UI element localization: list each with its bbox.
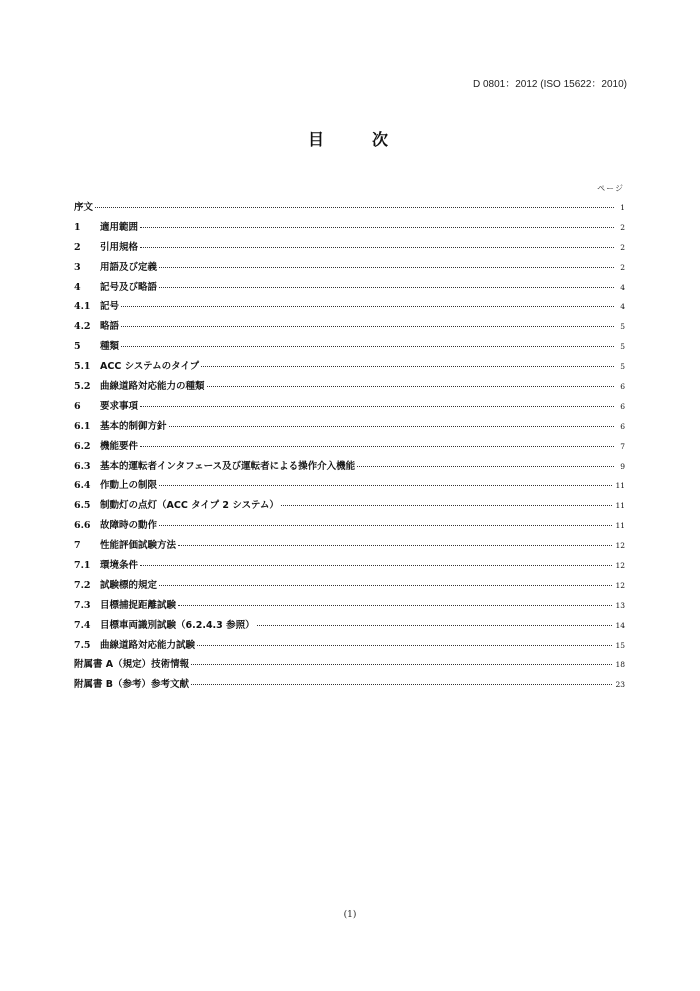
toc-entry-label: 試験標的規定 (100, 579, 158, 591)
toc-entry-number: 2 (74, 241, 81, 253)
toc-entry-page: 13 (615, 600, 625, 610)
toc-entry-page: 15 (615, 640, 625, 650)
toc-entry-page: 14 (615, 620, 625, 630)
toc-entry-page: 2 (620, 222, 625, 232)
dot-leader (207, 386, 614, 387)
toc-entry-label: 附属書 A（規定）技術情報 (74, 659, 190, 671)
toc-entry-label: 曲線道路対応能力の種類 (100, 381, 205, 393)
toc-entry-number: 5 (74, 341, 81, 353)
toc-entry-label: 記号及び略語 (100, 281, 158, 293)
toc-entry-number: 6 (74, 400, 81, 412)
dot-leader (191, 684, 612, 685)
toc-entry[interactable] (74, 259, 625, 279)
dot-leader (178, 545, 612, 546)
dot-leader (159, 585, 612, 586)
toc-entry[interactable] (74, 597, 625, 617)
dot-leader (257, 625, 613, 626)
toc-entry[interactable] (74, 557, 625, 577)
toc-entry-page: 11 (615, 501, 625, 511)
dot-leader (121, 346, 614, 347)
toc-entry-label: 制動灯の点灯（ACC タイプ 2 システム） (100, 500, 279, 512)
toc-entry-page: 1 (620, 203, 625, 212)
toc-entry-page: 11 (615, 521, 625, 531)
toc-entry-number: 4.2 (74, 321, 91, 333)
toc-entry-number: 6.6 (74, 520, 91, 532)
dot-leader (140, 406, 614, 407)
toc-entry[interactable] (74, 477, 625, 497)
dot-leader (159, 287, 614, 288)
dot-leader (201, 366, 614, 367)
toc-entry-page: 12 (615, 561, 625, 571)
toc-entry-label: 記号 (100, 301, 120, 313)
toc-entry-label: 性能評価試験方法 (100, 540, 177, 552)
toc-entry-page: 12 (615, 580, 625, 590)
toc-entry[interactable] (74, 358, 625, 378)
toc-entry[interactable] (74, 537, 625, 557)
dot-leader (191, 664, 612, 665)
toc-entry-page: 4 (620, 282, 625, 292)
toc-entry-page: 5 (620, 362, 625, 372)
toc-entry-page: 18 (615, 660, 625, 670)
toc-entry[interactable] (74, 239, 625, 259)
toc-entry-label: 略語 (100, 321, 120, 333)
dot-leader (95, 207, 614, 208)
toc-entry-label: ACC システムのタイプ (100, 361, 200, 373)
toc-entry-number: 5.1 (74, 361, 91, 373)
toc-entry-label: 故障時の動作 (100, 520, 158, 532)
toc-entry[interactable] (74, 418, 625, 438)
toc-entry-label: 曲線道路対応能力試験 (100, 639, 196, 651)
toc-entry-label: 基本的運転者インタフェース及び運転者による操作介入機能 (100, 460, 356, 472)
toc-entry-page: 6 (620, 382, 625, 392)
toc-entry-number: 3 (74, 261, 81, 273)
standard-number-header: D 0801：2012 (ISO 15622：2010) (473, 79, 627, 90)
toc-entry-label: 目標車両識別試験（6.2.4.3 参照） (100, 619, 255, 631)
dot-leader (140, 565, 612, 566)
toc-entry[interactable] (74, 199, 625, 219)
toc-entry-page: 7 (620, 441, 625, 451)
toc-entry-number: 7 (74, 540, 81, 552)
toc-entry-number: 5.2 (74, 381, 91, 393)
toc-entry-page: 12 (615, 541, 625, 551)
toc-entry-page: 5 (620, 322, 625, 332)
toc-entry-label: 附属書 B（参考）参考文献 (74, 679, 190, 691)
dot-leader (140, 446, 614, 447)
toc-entry[interactable] (74, 617, 625, 637)
toc-entry[interactable] (74, 458, 625, 478)
toc-entry-label: 用語及び定義 (100, 261, 158, 273)
toc-entry-page: 2 (620, 242, 625, 252)
dot-leader (197, 645, 612, 646)
toc-entry-number: 4 (74, 281, 81, 293)
toc-entry-number: 7.2 (74, 579, 91, 591)
toc-entry-page: 11 (615, 481, 625, 491)
toc-entry[interactable] (74, 318, 625, 338)
dot-leader (140, 227, 614, 228)
toc-entry-number: 6.5 (74, 500, 91, 512)
toc-entry[interactable] (74, 279, 625, 299)
toc-entry[interactable] (74, 656, 625, 676)
toc-entry[interactable] (74, 378, 625, 398)
toc-entry-label: 序文 (74, 202, 94, 213)
toc-entry-number: 6.3 (74, 460, 91, 472)
dot-leader (121, 306, 614, 307)
toc-entry-page: 2 (620, 262, 625, 272)
dot-leader (281, 505, 613, 506)
page-column-label: ページ (597, 184, 624, 193)
toc-entry-label: 作動上の制限 (100, 480, 158, 492)
toc-entry[interactable] (74, 219, 625, 239)
toc-entry-label: 要求事項 (100, 400, 139, 412)
toc-entry-number: 6.2 (74, 440, 91, 452)
table-of-contents (74, 199, 625, 696)
toc-entry[interactable] (74, 438, 625, 458)
toc-entry[interactable] (74, 676, 625, 696)
toc-entry-label: 基本的制御方針 (100, 420, 167, 432)
dot-leader (140, 247, 614, 248)
toc-entry-number: 6.1 (74, 420, 91, 432)
toc-entry[interactable] (74, 637, 625, 657)
toc-entry-number: 7.4 (74, 619, 91, 631)
toc-entry-number: 7.3 (74, 599, 91, 611)
toc-entry[interactable] (74, 298, 625, 318)
toc-entry-number: 4.1 (74, 301, 91, 313)
dot-leader (159, 485, 612, 486)
dot-leader (178, 605, 612, 606)
toc-entry-number: 6.4 (74, 480, 91, 492)
dot-leader (159, 525, 612, 526)
toc-entry-label: 機能要件 (100, 440, 139, 452)
toc-entry[interactable] (74, 517, 625, 537)
page-title: 目 次 (307, 130, 404, 149)
toc-entry[interactable] (74, 338, 625, 358)
dot-leader (159, 267, 614, 268)
dot-leader (169, 426, 614, 427)
toc-entry-page: 9 (620, 461, 625, 471)
toc-entry-page: 5 (620, 342, 625, 352)
toc-entry-number: 1 (74, 221, 81, 233)
toc-entry[interactable] (74, 398, 625, 418)
toc-entry-label: 目標捕捉距離試験 (100, 599, 177, 611)
toc-entry-page: 23 (615, 680, 625, 690)
toc-entry-label: 種類 (100, 341, 120, 353)
toc-entry-page: 4 (620, 302, 625, 312)
toc-entry-label: 適用範囲 (100, 221, 139, 233)
toc-entry-number: 7.1 (74, 560, 91, 572)
dot-leader (121, 326, 614, 327)
toc-entry[interactable] (74, 577, 625, 597)
dot-leader (357, 466, 614, 467)
page-number-footer: (1) (343, 910, 357, 920)
toc-entry[interactable] (74, 497, 625, 517)
toc-entry-page: 6 (620, 401, 625, 411)
toc-entry-number: 7.5 (74, 639, 91, 651)
toc-entry-label: 引用規格 (100, 241, 139, 253)
toc-entry-page: 6 (620, 421, 625, 431)
toc-entry-label: 環境条件 (100, 560, 139, 572)
